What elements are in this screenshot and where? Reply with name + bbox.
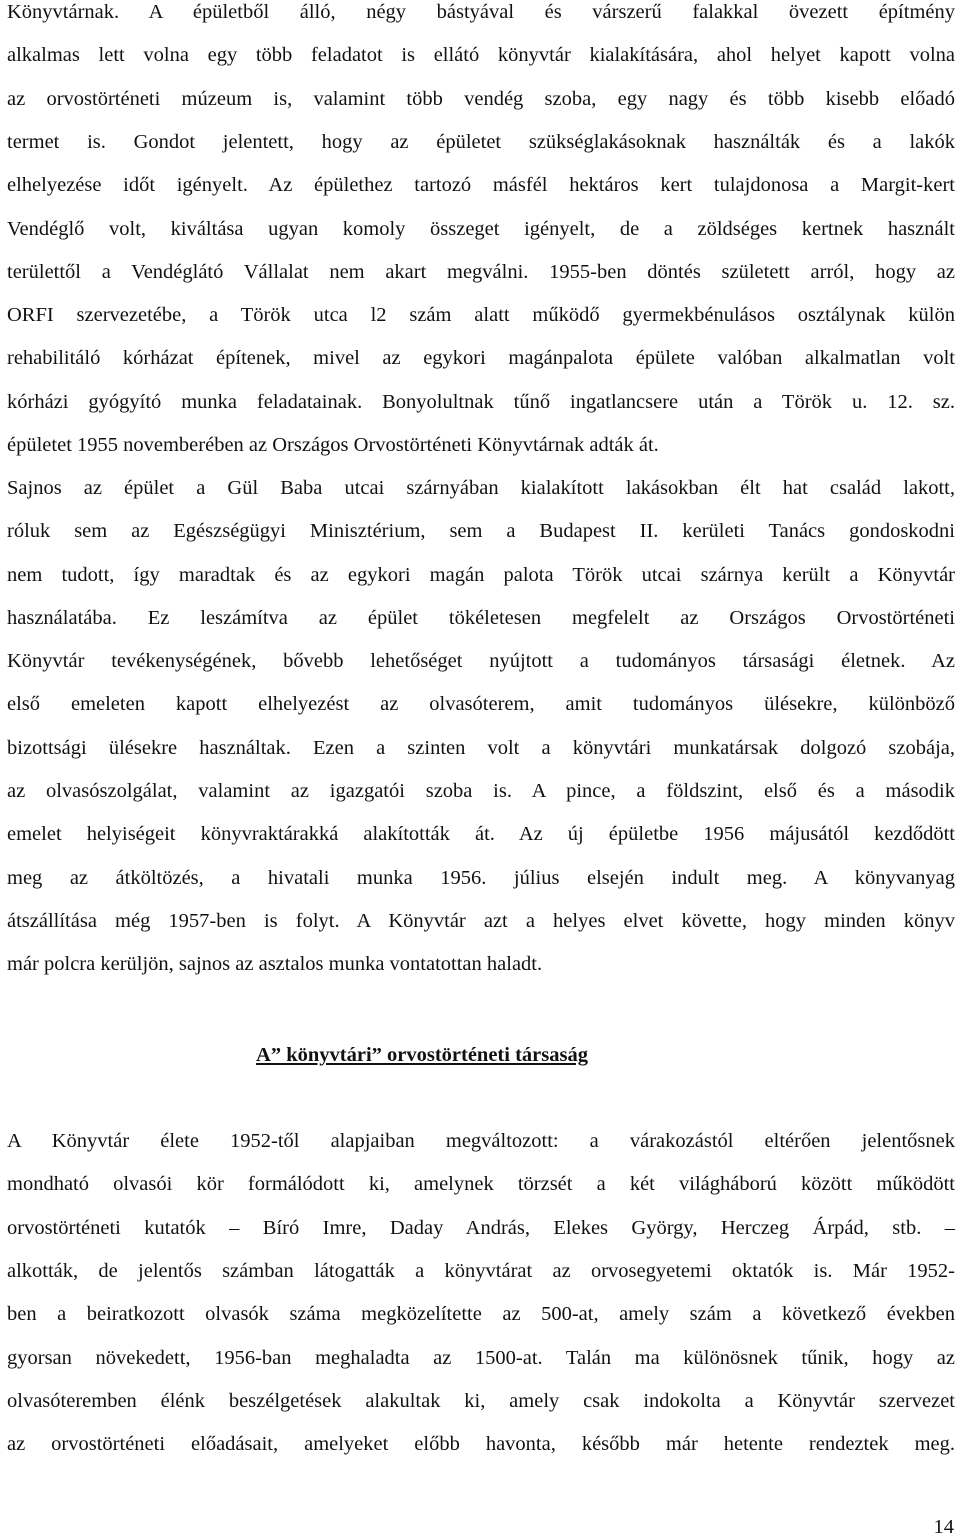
text-line: átszállítása még 1957-ben is folyt. A Könyvtár azt a helyes elvet követte, hogy minden könyv: [7, 910, 955, 932]
text-line: az olvasószolgálat, valamint az igazgatói szoba is. A pince, a földszint, első és a második: [7, 780, 955, 802]
text-line: az orvostörténeti múzeum is, valamint több vendég szoba, egy nagy és több kisebb előadó: [7, 88, 955, 110]
text-line: rehabilitáló kórházat építenek, mivel az egykori magánpalota épülete valóban alkalmatlan volt: [7, 347, 955, 369]
text-line: meg az átköltözés, a hivatali munka 1956. július elsején indult meg. A könyvanyag: [7, 867, 955, 889]
text-line: ben a beiratkozott olvasók száma megközelítette az 500-at, amely szám a következő években: [7, 1303, 955, 1325]
text-line: róluk sem az Egészségügyi Minisztérium, sem a Budapest II. kerületi Tanács gondoskodni: [7, 520, 955, 542]
text-line: Könyvtárnak. A épületből álló, négy bástyával és várszerű falakkal övezett építmény: [7, 1, 955, 23]
text-line: orvostörténeti kutatók – Bíró Imre, Daday András, Elekes György, Herczeg Árpád, stb. –: [7, 1217, 955, 1239]
text-line: elhelyezése időt igényelt. Az épülethez tartozó másfél hektáros kert tulajdonosa a Margit-kert: [7, 174, 955, 196]
section-heading: A” könyvtári” orvostörténeti társaság: [256, 1044, 588, 1066]
text-line: nem tudott, így maradtak és az egykori magán palota Török utcai szárnya került a Könyvtár: [7, 564, 955, 586]
text-line: Vendéglő volt, kiváltása ugyan komoly összeget igényelt, de a zöldséges kertnek használt: [7, 218, 955, 240]
text-line: épületet 1955 novemberében az Országos Orvostörténeti Könyvtárnak adták át.: [7, 434, 659, 456]
text-line: A Könyvtár élete 1952-től alapjaiban megváltozott: a várakozástól eltérően jelentősnek: [7, 1130, 955, 1152]
text-line: alkották, de jelentős számban látogatták a könyvtárat az orvosegyetemi oktatók is. Már 1952-: [7, 1260, 955, 1282]
page-number: 14: [933, 1516, 954, 1538]
text-line: az orvostörténeti előadásait, amelyeket előbb havonta, később már hetente rendeztek meg.: [7, 1433, 955, 1455]
text-line: kórházi gyógyító munka feladatainak. Bonyolultnak tűnő ingatlancsere után a Török u. 12. sz.: [7, 391, 955, 413]
text-line: termet is. Gondot jelentett, hogy az épületet szükséglakásoknak használták és a lakók: [7, 131, 955, 153]
text-line: gyorsan növekedett, 1956-ban meghaladta az 1500-at. Talán ma különösnek tűnik, hogy az: [7, 1347, 955, 1369]
text-line: alkalmas lett volna egy több feladatot is ellátó könyvtár kialakítására, ahol helyet kapott volna: [7, 44, 955, 66]
text-line: területtől a Vendéglátó Vállalat nem akart megválni. 1955-ben döntés született arról, hogy az: [7, 261, 955, 283]
text-line: Sajnos az épület a Gül Baba utcai szárnyában kialakított lakásokban élt hat család lakott,: [7, 477, 955, 499]
text-line: mondható olvasói kör formálódott ki, amelynek törzsét a két világháború között működött: [7, 1173, 955, 1195]
text-line: emelet helyiségeit könyvraktárakká alakították át. Az új épületbe 1956 májusától kezdődött: [7, 823, 955, 845]
text-line: Könyvtár tevékenységének, bővebb lehetőséget nyújtott a tudományos társasági életnek. Az: [7, 650, 955, 672]
text-line: már polcra kerüljön, sajnos az asztalos munka vontatottan haladt.: [7, 953, 543, 975]
text-line: használatába. Ez leszámítva az épület tökéletesen megfelelt az Országos Orvostörténeti: [7, 607, 955, 629]
text-line: ORFI szervezetébe, a Török utca l2 szám alatt működő gyermekbénulásos osztálynak külön: [7, 304, 955, 326]
text-line: olvasóteremben élénk beszélgetések alakultak ki, amely csak indokolta a Könyvtár szervezet: [7, 1390, 955, 1412]
text-line: első emeleten kapott elhelyezést az olvasóterem, amit tudományos ülésekre, különböző: [7, 693, 955, 715]
text-line: bizottsági ülésekre használtak. Ezen a szinten volt a könyvtári munkatársak dolgozó szobája,: [7, 737, 955, 759]
